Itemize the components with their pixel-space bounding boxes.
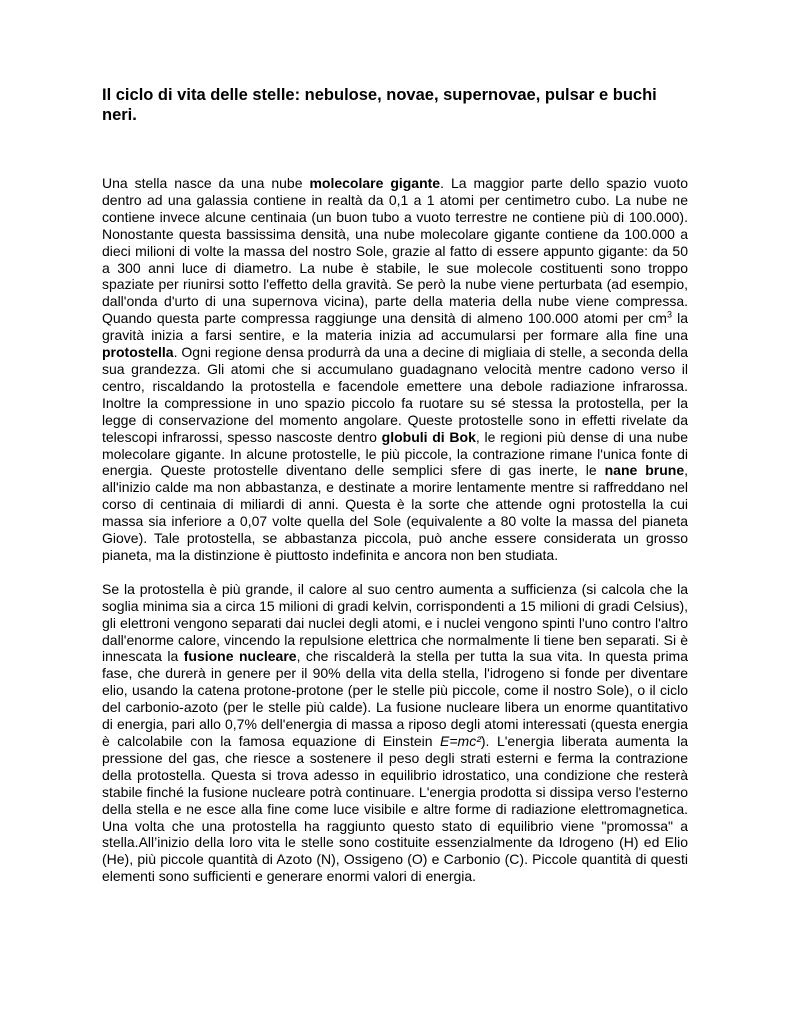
text-run: Se la protostella è più grande, il calore al suo centro aumenta a sufficienza (si calcola che la soglia minima sia a circa 15 milioni di gradi kelvin, corrispondenti a 15 milioni di gradi Celsius), gli elettroni vengono separati dai nuclei degli atomi, e i nuclei vengono spinti l'uno contro l'altro dall'enorme calore, vincendo la repulsione elettrica che normalmente li tiene ben separati. Si è innescata la	[102, 580, 688, 665]
document-title: Il ciclo di vita delle stelle: nebulose, novae, supernovae, pulsar e buchi neri.	[102, 86, 657, 124]
formula-einstein: E=mc²	[440, 733, 481, 749]
text-run: , all'inizio calde ma non abbastanza, e destinate a morire lentamente mentre si raffreddano nel corso di centinaia di miliardi di anni. Questa è la sorte che attende ogni protostella la cui massa sia inferiore a 0,07 volte quella del Sole (equivalente a 80 volte la massa del pianeta Giove). Tale protostella, se abbastanza piccola, può anche essere considerata un grosso pianeta, ma la distinzione è piuttosto indefinita e ancora non ben studiata.	[102, 462, 688, 563]
text-run: . Ogni regione densa produrrà da una a decine di migliaia di stelle, a seconda della sua grandezza. Gli atomi che si accumulano guadagnano velocità mentre cadono verso il centro, riscaldando la protostella e facendole emettere una debole radiazione infrarossa. Inoltre la compressione in uno spazio piccolo fa ruotare su sé stessa la protostella, per la legge di conservazione del momento angolare. Queste protostelle sono in effetti rivelate da telescopi infrarossi, spesso nascoste dentro	[102, 344, 688, 445]
text-run: ). L'energia liberata aumenta la pressione del gas, che riesce a sostenere il peso degli strati esterni e ferma la contrazione della protostella. Questa si trova adesso in equilibrio idrostatico, una condizione che resterà stabile finché la fusione nucleare potrà continuare. L'energia prodotta si dissipa verso l'esterno della stella e ne esce alla fine come luce visibile e altre forme di radiazione elettromagnetica. Una volta che una protostella ha raggiunto questo stato di equilibrio viene "promossa" a stella.All’inizio della loro vita le stelle sono costituite essenzialmente da Idrogeno (H) ed Elio (He), più piccole quantità di Azoto (N), Ossigeno (O) e Carbonio (C). Piccole quantità di questi elementi sono sufficienti e generare enormi valori di energia.	[102, 733, 688, 885]
text-run: Una stella nasce da una nube	[102, 175, 310, 191]
text-run: . La maggior parte dello spazio vuoto dentro ad una galassia contiene in realtà da 0,1 a 1 atomi per centimetro cubo. La nube ne contiene invece alcune centinaia (un buon tubo a vuoto terrestre ne contiene più di 100.000). Nonostante questa bassissima densità, una nube molecolare gigante contiene da 100.000 a dieci milioni di volte la massa del nostro Sole, grazie al fatto di essere appunto gigante: da 50 a 300 anni luce di diametro. La nube è stabile, le sue molecole costituenti sono troppo spaziate per riunirsi sotto l'effetto della gravità. Se però la nube viene perturbata (ad esempio, dall'onda d'urto di una supernova vicina), parte della materia della nube viene compressa. Quando questa parte compressa raggiunge una densità di almeno 100.000 atomi per cm	[102, 175, 689, 327]
text-run: , le regioni più dense di una nube molecolare gigante. In alcune protostelle, le più piccole, la contrazione rimane l'unica fonte di energia. Queste protostelle diventano delle semplici sfere di gas inerte, le	[102, 428, 688, 479]
term-globuli-di-bok: globuli di Bok	[381, 428, 476, 445]
term-molecolare-gigante: molecolare gigante	[309, 175, 441, 191]
term-fusione-nucleare: fusione nucleare	[183, 648, 297, 665]
text-run: la gravità inizia a farsi sentire, e la materia inizia ad accumularsi per formare alla fine una	[102, 310, 688, 344]
paragraph-star-birth	[102, 175, 688, 564]
superscript-exponent: 3	[666, 309, 672, 320]
document-page	[102, 85, 688, 885]
term-nane-brune: nane brune	[604, 462, 685, 479]
term-protostella: protostella	[102, 344, 174, 361]
paragraph-nuclear-fusion	[102, 581, 688, 885]
text-run: , che riscalderà la stella per tutta la sua vita. In questa prima fase, che durerà in genere per il 90% della vita della stella, l'idrogeno si fonde per diventare elio, usando la catena protone-protone (per le stelle più piccole, come il nostro Sole), o il ciclo del carbonio-azoto (per le stelle più calde). La fusione nucleare libera un enorme quantitativo di energia, pari allo 0,7% dell'energia di massa a riposo degli atomi interessati (questa energia è calcolabile con la famosa equazione di Einstein	[102, 648, 689, 749]
